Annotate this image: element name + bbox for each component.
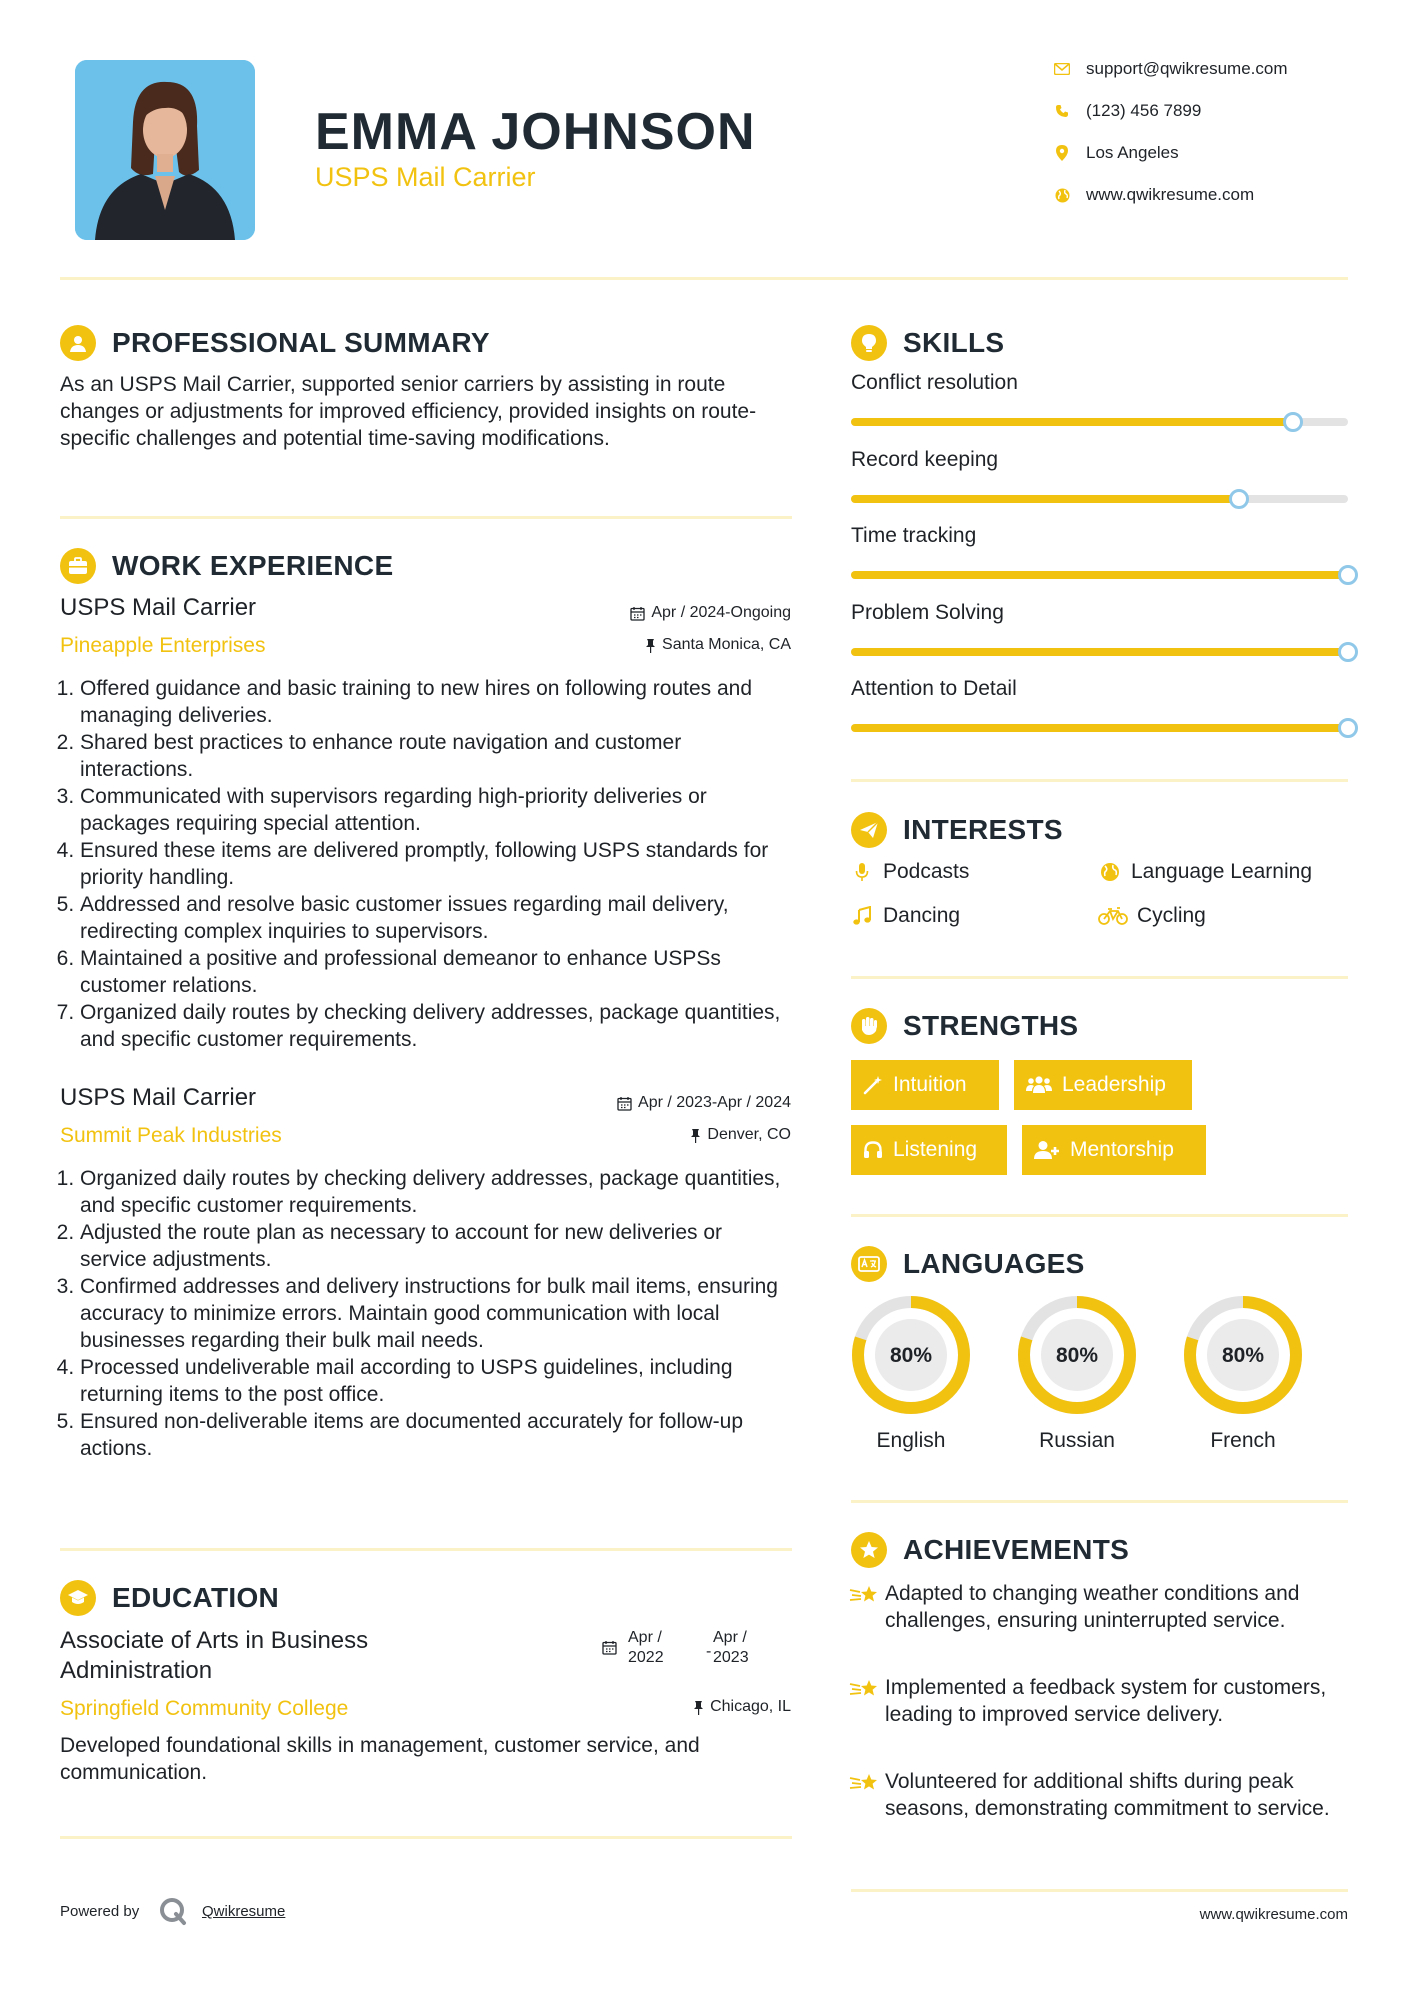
skill-label: Time tracking bbox=[851, 524, 977, 547]
strength-chip-leadership bbox=[1014, 1060, 1192, 1110]
contact-phone[interactable] bbox=[1050, 99, 1350, 123]
achievement-item bbox=[849, 1674, 1349, 1728]
achievement-item bbox=[849, 1580, 1349, 1634]
strength-label: Listening bbox=[893, 1138, 978, 1161]
headphones-icon bbox=[863, 1140, 883, 1160]
summary-divider bbox=[60, 516, 792, 519]
summary-section-header bbox=[60, 325, 490, 361]
achievement-item bbox=[849, 1768, 1349, 1822]
achievement-text: Adapted to changing weather conditions and challenges, ensuring uninterrupted service. bbox=[885, 1582, 1300, 1632]
list-item: 3. Confirmed addresses and delivery instructions for bulk mail items, ensuring accuracy to minimize errors. Maintain good communication with local businesses regarding their bulk mail needs. bbox=[80, 1273, 790, 1354]
donut-percent-label: 80% bbox=[889, 1344, 933, 1367]
summary-title: PROFESSIONAL SUMMARY bbox=[112, 327, 490, 358]
phone-icon bbox=[1050, 101, 1074, 121]
list-item: 7. Organized daily routes by checking delivery addresses, package quantities, and specific customer requirements. bbox=[80, 999, 790, 1053]
education-location-text: Chicago, IL bbox=[710, 1698, 791, 1715]
strength-label: Intuition bbox=[893, 1073, 967, 1096]
fist-icon bbox=[851, 1008, 887, 1044]
school-name: Springfield Community College bbox=[60, 1697, 349, 1720]
skill-bar-track bbox=[851, 648, 1348, 656]
briefcase-icon bbox=[60, 548, 96, 584]
map-pin-icon bbox=[1050, 143, 1074, 163]
language-donut-chart bbox=[846, 1290, 976, 1420]
skill-slider-knob bbox=[1338, 718, 1358, 738]
skills-divider bbox=[851, 779, 1348, 782]
skills-list bbox=[851, 371, 1348, 741]
list-item: 2. Shared best practices to enhance route navigation and customer interactions. bbox=[80, 729, 790, 783]
language-icon bbox=[851, 1246, 887, 1282]
user-icon bbox=[60, 325, 96, 361]
languages-section-header bbox=[851, 1246, 1085, 1282]
skill-bar-fill bbox=[851, 571, 1348, 579]
interest-label: Dancing bbox=[883, 904, 961, 927]
strength-label: Mentorship bbox=[1070, 1138, 1174, 1161]
education-divider bbox=[60, 1836, 792, 1839]
language-donut-chart bbox=[1012, 1290, 1142, 1420]
donut-percent-label: 80% bbox=[1055, 1344, 1099, 1367]
language-donut-russian bbox=[1012, 1290, 1142, 1420]
skill-bar-fill bbox=[851, 648, 1348, 656]
strength-chip-mentorship bbox=[1022, 1125, 1206, 1175]
list-item: 4. Processed undeliverable mail according to USPS guidelines, including returning items to the post office. bbox=[80, 1354, 790, 1408]
qwikresume-logo-icon bbox=[158, 1896, 188, 1931]
header-divider bbox=[60, 277, 1348, 280]
calendar-icon bbox=[617, 1096, 632, 1111]
contact-location-text: Los Angeles bbox=[1086, 143, 1179, 162]
magic-wand-icon bbox=[863, 1075, 883, 1095]
skill-bar-track bbox=[851, 495, 1348, 503]
summary-text: As an USPS Mail Carrier, supported senior carriers by assisting in route changes or adjustments for improved efficiency, provided insights on route-specific challenges and potential time-saving modifications. bbox=[60, 373, 757, 450]
skill-item bbox=[851, 371, 1348, 426]
skill-item bbox=[851, 448, 1348, 503]
achievements-title: ACHIEVEMENTS bbox=[903, 1534, 1130, 1565]
shooting-star-icon bbox=[849, 1580, 885, 1634]
skill-slider-knob bbox=[1283, 412, 1303, 432]
shooting-star-icon bbox=[849, 1768, 885, 1822]
donut-percent-label: 80% bbox=[1221, 1344, 1265, 1367]
job-2-location bbox=[460, 1126, 791, 1144]
footer-website[interactable]: www.qwikresume.com bbox=[1199, 1906, 1348, 1923]
language-name-english: English bbox=[876, 1429, 946, 1452]
education-description: Developed foundational skills in management, customer service, and communication. bbox=[60, 1734, 700, 1784]
language-name-french: French bbox=[1210, 1429, 1276, 1452]
shooting-star-icon bbox=[849, 1674, 885, 1728]
user-plus-icon bbox=[1034, 1140, 1060, 1160]
list-item: 4. Ensured these items are delivered promptly, following USPS standards for priority handling. bbox=[80, 837, 790, 891]
job-2-location-text: Denver, CO bbox=[707, 1126, 791, 1143]
strengths-divider bbox=[851, 1214, 1348, 1217]
paper-plane-icon bbox=[851, 812, 887, 848]
degree-title: Associate of Arts in Business Administration bbox=[60, 1627, 369, 1684]
pushpin-icon bbox=[690, 1128, 701, 1143]
list-item: 5. Ensured non-deliverable items are documented accurately for follow-up actions. bbox=[80, 1408, 790, 1462]
language-donut-french bbox=[1178, 1290, 1308, 1420]
profile-photo bbox=[75, 60, 255, 240]
languages-divider bbox=[851, 1500, 1348, 1503]
star-icon bbox=[851, 1532, 887, 1568]
languages-title: LANGUAGES bbox=[903, 1248, 1085, 1279]
contact-location bbox=[1050, 141, 1350, 165]
list-item: 6. Maintained a positive and professional demeanor to enhance USPSs customer relations. bbox=[80, 945, 790, 999]
list-item: 3. Communicated with supervisors regarding high-priority deliveries or packages requiring special attention. bbox=[80, 783, 790, 837]
music-note-icon bbox=[849, 904, 875, 928]
skill-label: Record keeping bbox=[851, 447, 999, 471]
list-item: 1. Organized daily routes by checking delivery addresses, package quantities, and specific customer requirements. bbox=[80, 1165, 790, 1219]
skill-slider-knob bbox=[1229, 489, 1249, 509]
skill-label: Attention to Detail bbox=[851, 677, 1017, 700]
microphone-icon bbox=[849, 860, 875, 884]
list-item: 5. Addressed and resolve basic customer issues regarding mail delivery, redirecting complex inquiries to supervisors. bbox=[80, 891, 790, 945]
interest-label: Language Learning bbox=[1131, 860, 1313, 883]
skill-label: Conflict resolution bbox=[851, 371, 1018, 394]
strength-label: Leadership bbox=[1062, 1073, 1166, 1096]
list-item: 1. Offered guidance and basic training to new hires on following routes and managing deliveries. bbox=[80, 675, 790, 729]
achievement-text: Volunteered for additional shifts during peak seasons, demonstrating commitment to service. bbox=[885, 1770, 1330, 1820]
skill-bar-track bbox=[851, 418, 1348, 426]
skill-bar-fill bbox=[851, 418, 1293, 426]
job-1-location bbox=[460, 636, 791, 654]
achievements-divider bbox=[851, 1889, 1348, 1892]
job-1-dates bbox=[460, 604, 791, 622]
interests-divider bbox=[851, 976, 1348, 979]
interest-label: Podcasts bbox=[883, 860, 970, 883]
calendar-icon bbox=[602, 1640, 617, 1655]
list-item: 2. Adjusted the route plan as necessary to account for new deliveries or service adjustments. bbox=[80, 1219, 790, 1273]
skill-label: Problem Solving bbox=[851, 600, 1004, 624]
education-section-header bbox=[60, 1580, 279, 1616]
contact-website[interactable] bbox=[1050, 183, 1350, 207]
interest-cycling bbox=[1097, 904, 1206, 928]
bicycle-icon bbox=[1097, 904, 1129, 928]
interest-language-learning bbox=[1097, 860, 1312, 884]
skill-item bbox=[851, 677, 1348, 732]
education-title: EDUCATION bbox=[112, 1582, 280, 1613]
job-2-duties bbox=[50, 1165, 790, 1462]
job-1-location-text: Santa Monica, CA bbox=[662, 636, 791, 653]
education-dates bbox=[602, 1628, 792, 1672]
experience-section-header bbox=[60, 548, 393, 584]
job-2-dates bbox=[460, 1094, 791, 1112]
skills-title: SKILLS bbox=[903, 327, 1005, 358]
skill-bar-track bbox=[851, 724, 1348, 732]
qwikresume-link[interactable]: Qwikresume bbox=[202, 1903, 286, 1920]
skill-slider-knob bbox=[1338, 642, 1358, 662]
job-1-title: USPS Mail Carrier bbox=[60, 594, 257, 621]
interest-dancing bbox=[849, 904, 960, 928]
pushpin-icon bbox=[645, 638, 656, 653]
contact-phone-text: (123) 456 7899 bbox=[1086, 101, 1202, 120]
education-location bbox=[460, 1698, 791, 1716]
skill-bar-fill bbox=[851, 495, 1239, 503]
job-2-company: Summit Peak Industries bbox=[60, 1124, 282, 1147]
language-donut-english bbox=[846, 1290, 976, 1420]
job-1-duties bbox=[50, 675, 790, 1053]
contact-email[interactable] bbox=[1050, 57, 1350, 81]
powered-by-label: Powered by bbox=[60, 1903, 140, 1920]
candidate-role: USPS Mail Carrier bbox=[315, 162, 536, 192]
language-donut-chart bbox=[1178, 1290, 1308, 1420]
education-end-date: Apr / 2023 bbox=[713, 1629, 749, 1666]
graduation-cap-icon bbox=[60, 1580, 96, 1616]
envelope-icon bbox=[1050, 59, 1074, 79]
contact-website-text: www.qwikresume.com bbox=[1086, 185, 1255, 204]
skills-section-header bbox=[851, 325, 1004, 361]
language-name-russian: Russian bbox=[1039, 1429, 1115, 1452]
globe-icon bbox=[1050, 185, 1074, 205]
job-1-company: Pineapple Enterprises bbox=[60, 634, 266, 657]
skill-item bbox=[851, 524, 1348, 579]
interests-section-header bbox=[851, 812, 1063, 848]
education-start-date: Apr / 2022 bbox=[628, 1629, 664, 1666]
skill-slider-knob bbox=[1338, 565, 1358, 585]
contact-email-text: support@qwikresume.com bbox=[1086, 59, 1288, 78]
job-1-dates-text: Apr / 2024-Ongoing bbox=[651, 604, 791, 621]
achievement-text: Implemented a feedback system for customers, leading to improved service delivery. bbox=[885, 1676, 1327, 1726]
education-date-separator: - bbox=[706, 1643, 712, 1660]
job-2-dates-text: Apr / 2023-Apr / 2024 bbox=[638, 1094, 791, 1111]
job-2-title: USPS Mail Carrier bbox=[60, 1084, 257, 1111]
lightbulb-icon bbox=[851, 325, 887, 361]
strength-chip-listening bbox=[851, 1125, 1007, 1175]
calendar-icon bbox=[630, 606, 645, 621]
skill-bar-fill bbox=[851, 724, 1348, 732]
candidate-name: EMMA JOHNSON bbox=[315, 103, 756, 161]
skill-item bbox=[851, 601, 1348, 656]
interest-podcasts bbox=[849, 860, 969, 884]
interests-title: INTERESTS bbox=[903, 814, 1063, 845]
interest-label: Cycling bbox=[1137, 904, 1206, 927]
strengths-title: STRENGTHS bbox=[903, 1010, 1079, 1041]
achievements-section-header bbox=[851, 1532, 1129, 1568]
experience-divider bbox=[60, 1548, 792, 1551]
globe-icon bbox=[1097, 860, 1123, 884]
pushpin-icon bbox=[693, 1700, 704, 1715]
experience-title: WORK EXPERIENCE bbox=[112, 550, 394, 581]
strength-chip-intuition bbox=[851, 1060, 999, 1110]
skill-bar-track bbox=[851, 571, 1348, 579]
strengths-section-header bbox=[851, 1008, 1078, 1044]
users-icon bbox=[1026, 1075, 1052, 1095]
